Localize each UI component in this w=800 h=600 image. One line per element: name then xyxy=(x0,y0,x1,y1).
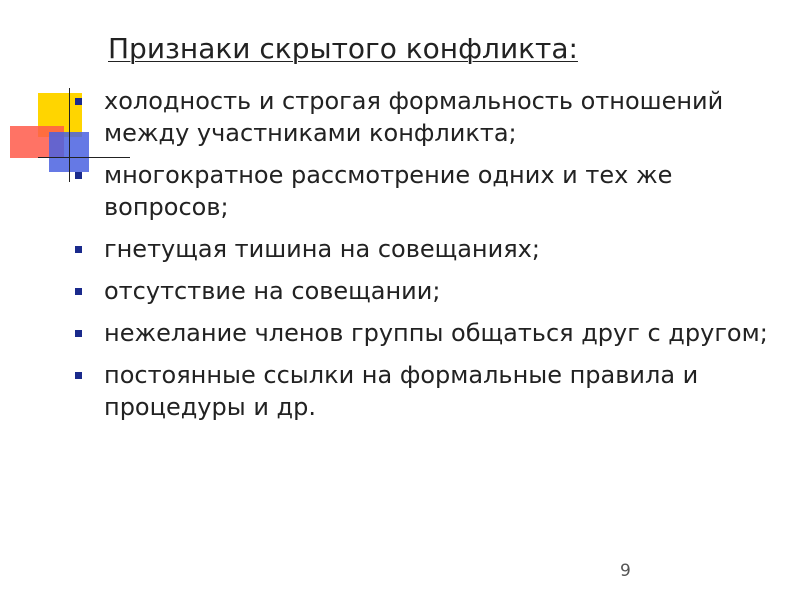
bullet-square-icon xyxy=(75,246,82,253)
bullet-square-icon xyxy=(75,98,82,105)
page-number: 9 xyxy=(620,561,631,581)
bullet-square-icon xyxy=(75,330,82,337)
bullet-item xyxy=(72,317,772,349)
bullet-list xyxy=(72,85,772,433)
bullet-item xyxy=(72,359,772,423)
bullet-text: постоянные ссылки на формальные правила и процедуры и др. xyxy=(104,361,699,421)
bullet-item xyxy=(72,85,772,149)
bullet-square-icon xyxy=(75,172,82,179)
bullet-text: отсутствие на совещании; xyxy=(104,277,441,305)
bullet-item xyxy=(72,159,772,223)
bullet-item xyxy=(72,275,772,307)
bullet-square-icon xyxy=(75,372,82,379)
slide-title: Признаки скрытого конфликта: xyxy=(108,32,578,65)
bullet-square-icon xyxy=(75,288,82,295)
bullet-text: холодность и строгая формальность отношений между участниками конфликта; xyxy=(104,87,724,147)
bullet-text: многократное рассмотрение одних и тех же вопросов; xyxy=(104,161,673,221)
decorative-vertical-line xyxy=(69,88,70,182)
bullet-text: нежелание членов группы общаться друг с другом; xyxy=(104,319,768,347)
bullet-item xyxy=(72,233,772,265)
bullet-text: гнетущая тишина на совещаниях; xyxy=(104,235,540,263)
